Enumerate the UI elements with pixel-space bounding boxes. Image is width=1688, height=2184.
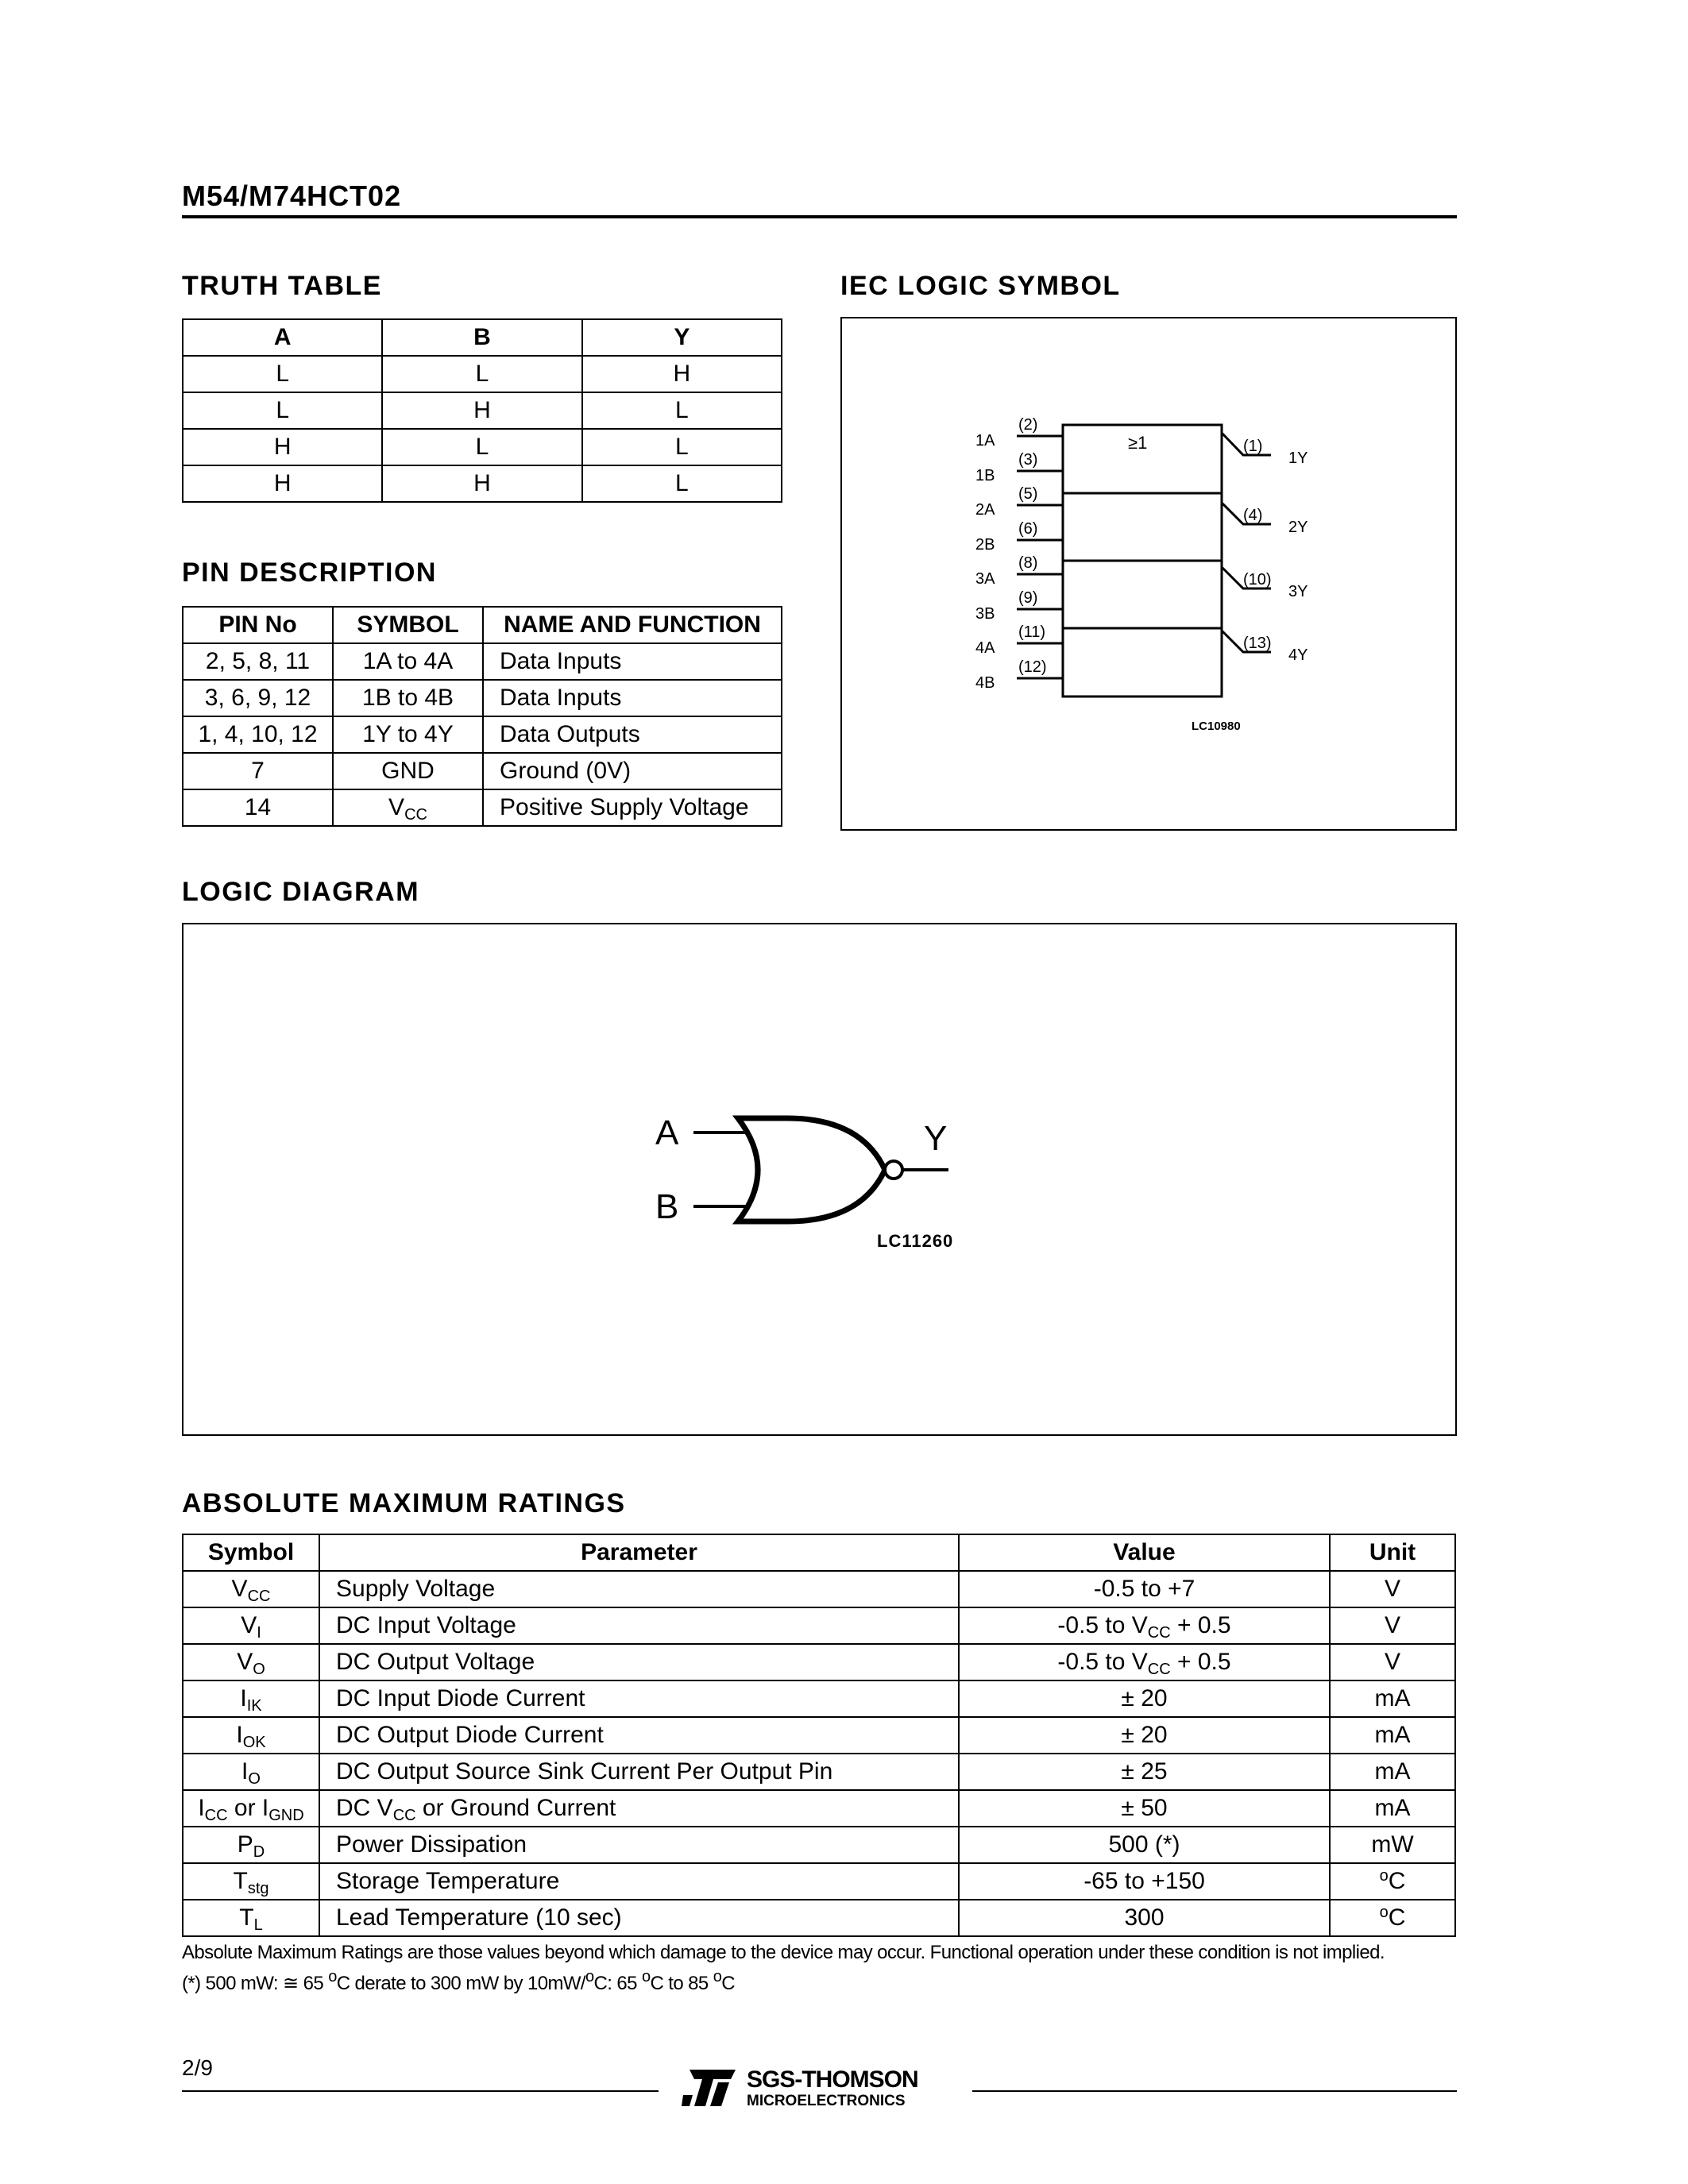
table-row <box>183 1644 1455 1680</box>
iec-logic-symbol <box>842 318 1455 829</box>
truth-cell: L <box>183 356 382 392</box>
table-row <box>183 1717 1455 1754</box>
table-row <box>183 392 782 429</box>
iec-input-2b <box>975 520 1063 554</box>
truth-cell: H <box>382 465 581 502</box>
abs-value: -0.5 to $V_{CC} + 0.5$ <box>959 1607 1330 1644</box>
abs-unit: mA <box>1330 1680 1455 1717</box>
truth-header-b: B <box>382 319 581 356</box>
pin-header-name: NAME AND FUNCTION <box>483 607 782 643</box>
truth-header-a: A <box>183 319 382 356</box>
svg-text:2Y: 2Y <box>1288 519 1308 536</box>
abs-value: ± 20 <box>959 1717 1330 1754</box>
table-row <box>183 1827 1455 1863</box>
iec-input-3b <box>975 589 1063 623</box>
part-number: M54/M74HCT02 <box>182 179 402 212</box>
abs-max-table <box>182 1534 1456 1937</box>
pin-description-table <box>182 606 782 827</box>
abs-max-footnote: (*) 500 mW: ≅ 65 $^o$C derate to 300 mW by 10mW/$^o$C: 65 $^o$C to 85 $^o$C <box>182 1968 735 1994</box>
abs-value: -65 to +150 <box>959 1863 1330 1900</box>
abs-parameter: Supply Voltage <box>319 1571 959 1607</box>
abs-header-value: Value <box>959 1534 1330 1571</box>
abs-header-unit: Unit <box>1330 1534 1455 1571</box>
pin-description-title: PIN DESCRIPTION <box>182 558 437 588</box>
svg-text:(4): (4) <box>1243 507 1263 524</box>
pin-symbol: 1A to 4A <box>333 643 483 680</box>
abs-parameter: Lead Temperature (10 sec) <box>319 1900 959 1936</box>
truth-cell: H <box>582 356 782 392</box>
abs-max-title: ABSOLUTE MAXIMUM RATINGS <box>182 1488 626 1518</box>
nor-inversion-bubble <box>885 1161 902 1179</box>
table-row <box>183 1680 1455 1717</box>
iec-input-1b <box>975 451 1063 484</box>
abs-unit: V <box>1330 1644 1455 1680</box>
truth-cell: L <box>582 429 782 465</box>
abs-symbol: $V_O$ <box>183 1644 319 1680</box>
svg-text:1Y: 1Y <box>1288 450 1308 467</box>
table-row <box>183 1754 1455 1790</box>
svg-text:4B: 4B <box>975 674 995 692</box>
svg-text:(11): (11) <box>1018 623 1046 641</box>
abs-header-parameter: Parameter <box>319 1534 959 1571</box>
table-row <box>183 1607 1455 1644</box>
iec-figure-code: LC10980 <box>1192 720 1241 733</box>
abs-unit: $^o$C <box>1330 1900 1455 1936</box>
svg-text:2A: 2A <box>975 501 995 519</box>
truth-header-y: Y <box>582 319 782 356</box>
abs-parameter: Power Dissipation <box>319 1827 959 1863</box>
abs-value: -0.5 to $V_{CC} + 0.5$ <box>959 1644 1330 1680</box>
iec-output-1y <box>1222 433 1308 467</box>
svg-text:(3): (3) <box>1018 451 1038 469</box>
pin-header-no: PIN No <box>183 607 333 643</box>
abs-unit: V <box>1330 1607 1455 1644</box>
pin-number: 1, 4, 10, 12 <box>183 716 333 753</box>
abs-value: 300 <box>959 1900 1330 1936</box>
iec-input-2a <box>975 485 1063 519</box>
abs-parameter: DC Output Diode Current <box>319 1717 959 1754</box>
svg-text:4A: 4A <box>975 639 995 657</box>
truth-cell: L <box>382 356 581 392</box>
svg-text:(6): (6) <box>1018 520 1038 538</box>
svg-text:(1): (1) <box>1243 438 1263 455</box>
svg-text:3A: 3A <box>975 570 995 588</box>
iec-input-3a <box>975 554 1063 588</box>
table-row <box>183 643 782 680</box>
abs-symbol: $V_{CC}$ <box>183 1571 319 1607</box>
abs-parameter: DC Output Voltage <box>319 1644 959 1680</box>
abs-parameter: DC Input Voltage <box>319 1607 959 1644</box>
truth-cell: H <box>382 392 581 429</box>
footer-rule-right <box>972 2090 1457 2092</box>
abs-symbol: $P_D$ <box>183 1827 319 1863</box>
iec-input-1a <box>975 416 1063 450</box>
pin-function: Data Outputs <box>483 716 782 753</box>
truth-cell: L <box>582 392 782 429</box>
pin-number: 3, 6, 9, 12 <box>183 680 333 716</box>
abs-header-symbol: Symbol <box>183 1534 319 1571</box>
pin-number: 14 <box>183 789 333 826</box>
brand-name: SGS-THOMSON <box>747 2066 918 2093</box>
abs-parameter: Storage Temperature <box>319 1863 959 1900</box>
nor-gate-body <box>738 1118 885 1221</box>
table-row <box>183 753 782 789</box>
table-row <box>183 1900 1455 1936</box>
svg-text:(9): (9) <box>1018 589 1038 607</box>
iec-symbol-frame <box>840 317 1457 831</box>
iec-symbol-title: IEC LOGIC SYMBOL <box>840 271 1121 301</box>
abs-value: ± 20 <box>959 1680 1330 1717</box>
abs-unit: mA <box>1330 1754 1455 1790</box>
pin-function: Positive Supply Voltage <box>483 789 782 826</box>
svg-text:1A: 1A <box>975 432 995 450</box>
iec-output-3y <box>1222 567 1308 600</box>
page-number: 2/9 <box>182 2055 213 2080</box>
truth-cell: H <box>183 429 382 465</box>
header-rule <box>182 215 1457 218</box>
brand-subtitle: MICROELECTRONICS <box>747 2093 906 2109</box>
table-row <box>183 465 782 502</box>
footer-rule-left <box>182 2090 659 2092</box>
abs-max-note: Absolute Maximum Ratings are those values beyond which damage to the device may occur. Functional operation under these condition is not implied. <box>182 1942 1385 1963</box>
abs-unit: V <box>1330 1571 1455 1607</box>
svg-text:2B: 2B <box>975 536 995 554</box>
logic-figure-code: LC11260 <box>877 1231 954 1251</box>
svg-text:(10): (10) <box>1243 571 1272 588</box>
svg-text:(12): (12) <box>1018 658 1047 676</box>
logic-diagram-title: LOGIC DIAGRAM <box>182 877 420 907</box>
pin-symbol: GND <box>333 753 483 789</box>
truth-cell: L <box>183 392 382 429</box>
abs-value: -0.5 to +7 <box>959 1571 1330 1607</box>
pin-function: Ground (0V) <box>483 753 782 789</box>
abs-symbol: $I_O$ <box>183 1754 319 1790</box>
abs-parameter: DC $V_{CC}$ or Ground Current <box>319 1790 959 1827</box>
pin-symbol: 1Y to 4Y <box>333 716 483 753</box>
pin-header-symbol: SYMBOL <box>333 607 483 643</box>
svg-text:4Y: 4Y <box>1288 646 1308 664</box>
table-row <box>183 1571 1455 1607</box>
abs-unit: mA <box>1330 1717 1455 1754</box>
abs-parameter: DC Output Source Sink Current Per Output Pin <box>319 1754 959 1790</box>
iec-output-2y <box>1222 503 1308 536</box>
abs-symbol: $T_{stg}$ <box>183 1863 319 1900</box>
pin-function: Data Inputs <box>483 643 782 680</box>
abs-value: ± 50 <box>959 1790 1330 1827</box>
svg-text:(5): (5) <box>1018 485 1038 503</box>
abs-unit: mW <box>1330 1827 1455 1863</box>
svg-text:3B: 3B <box>975 605 995 623</box>
abs-parameter: DC Input Diode Current <box>319 1680 959 1717</box>
abs-unit: $^o$C <box>1330 1863 1455 1900</box>
truth-cell: L <box>382 429 581 465</box>
truth-cell: L <box>582 465 782 502</box>
table-row <box>183 1790 1455 1827</box>
logic-input-b-label: B <box>655 1187 679 1226</box>
svg-text:(13): (13) <box>1243 635 1272 652</box>
iec-input-4b <box>975 658 1063 692</box>
truth-table <box>182 318 782 503</box>
abs-symbol: $I_{IK}$ <box>183 1680 319 1717</box>
truth-cell: H <box>183 465 382 502</box>
logic-output-label: Y <box>924 1119 948 1158</box>
table-row <box>183 429 782 465</box>
table-row <box>183 716 782 753</box>
abs-symbol: $V_I$ <box>183 1607 319 1644</box>
abs-symbol: $I_{OK}$ <box>183 1717 319 1754</box>
iec-input-4a <box>975 623 1063 657</box>
abs-value: 500 (*) <box>959 1827 1330 1863</box>
abs-value: ± 25 <box>959 1754 1330 1790</box>
pin-symbol: $V_{CC}$ <box>333 789 483 826</box>
table-row <box>183 680 782 716</box>
pin-function: Data Inputs <box>483 680 782 716</box>
abs-unit: mA <box>1330 1790 1455 1827</box>
pin-symbol: 1B to 4B <box>333 680 483 716</box>
st-logo-icon <box>682 2068 737 2108</box>
pin-number: 7 <box>183 753 333 789</box>
table-row <box>183 789 782 826</box>
abs-symbol: $I_{CC}$ or $I_{GND}$ <box>183 1790 319 1827</box>
iec-gate-label: ≥1 <box>1128 433 1148 453</box>
table-row <box>183 356 782 392</box>
svg-text:3Y: 3Y <box>1288 583 1308 600</box>
table-row <box>183 1863 1455 1900</box>
svg-text:1B: 1B <box>975 467 995 484</box>
logic-input-a-label: A <box>655 1113 679 1152</box>
svg-text:(8): (8) <box>1018 554 1038 572</box>
pin-number: 2, 5, 8, 11 <box>183 643 333 680</box>
svg-text:(2): (2) <box>1018 416 1038 434</box>
abs-symbol: $T_L$ <box>183 1900 319 1936</box>
nor-gate-diagram <box>183 924 1455 1434</box>
logic-diagram-frame <box>182 923 1457 1436</box>
truth-table-title: TRUTH TABLE <box>182 271 382 301</box>
iec-output-4y <box>1222 631 1308 664</box>
